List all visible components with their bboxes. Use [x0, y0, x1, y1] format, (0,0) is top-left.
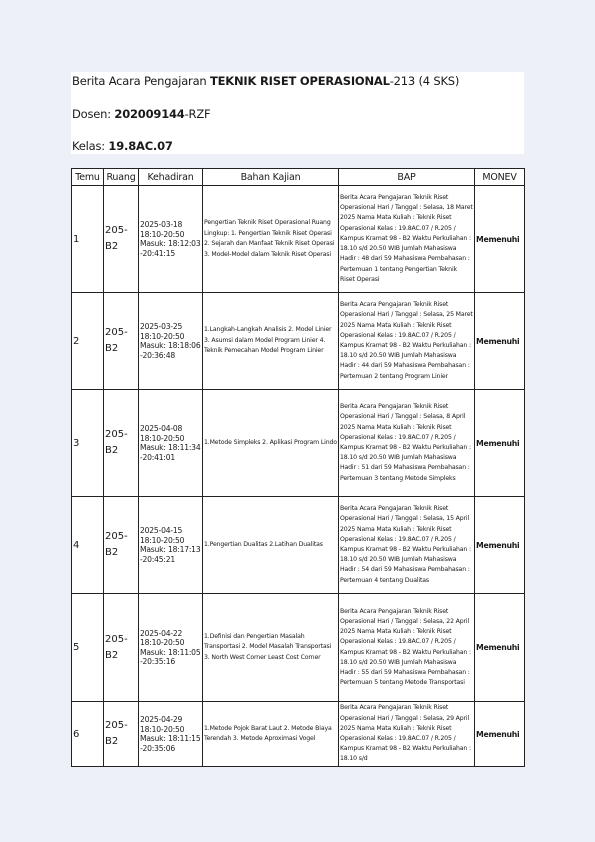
teaching-report: Berita Acara Pengajaran Teknik Riset Operasional Hari / Tanggal : Selasa, 15 April 2025 Nama Mata Kuliah : Teknik Riset Operasional Kelas : 19.8AC.07 / R.205 / Kampus Kramat 98 - B2 Waktu Perkuliahan : 18.10 s/d 20.50 WIB Jumlah Mahasiswa Hadir : 54 dari 59 Mahasiswa Pembahasan : Pertemuan 4 tentang Dualitas: [339, 497, 475, 594]
meeting-number: 6: [72, 702, 104, 767]
monev-status: Memenuhi: [475, 594, 525, 702]
table-row: [72, 594, 525, 702]
room: 205-B2: [104, 390, 139, 497]
teaching-report: Berita Acara Pengajaran Teknik Riset Operasional Hari / Tanggal : Selasa, 22 April 2025 Nama Mata Kuliah : Teknik Riset Operasional Kelas : 19.8AC.07 / R.205 / Kampus Kramat 98 - B2 Waktu Perkuliahan : 18.10 s/d 20.50 WIB Jumlah Mahasiswa Hadir : 55 dari 59 Mahasiswa Pembahasan : Pertemuan 5 tentang Metode Transportasi: [339, 594, 475, 702]
study-material: 1.Metode Pojok Barat Laut 2. Metode Biaya Terendah 3. Metode Aproximasi Vogel: [203, 702, 339, 767]
room: 205-B2: [104, 186, 139, 293]
column-header-monev: MONEV: [475, 169, 525, 186]
meeting-number: 5: [72, 594, 104, 702]
room: 205-B2: [104, 594, 139, 702]
attendance: 2025-04-15 18:10-20:50 Masuk: 18:17:13 -20:45:21: [139, 497, 203, 594]
study-material: 1.Definisi dan Pengertian Masalah Transportasi 2. Model Masalah Transportasi 3. North West Corner Least Cost Corner: [203, 594, 339, 702]
monev-status: Memenuhi: [475, 390, 525, 497]
room: 205-B2: [104, 293, 139, 390]
meeting-number: 2: [72, 293, 104, 390]
attendance: 2025-04-22 18:10-20:50 Masuk: 18:11:05 -20:35:16: [139, 594, 203, 702]
course-name: TEKNIK RISET OPERASIONAL: [209, 74, 390, 88]
document-header: [71, 72, 524, 154]
teaching-report: Berita Acara Pengajaran Teknik Riset Operasional Hari / Tanggal : Selasa, 18 Maret 2025 Nama Mata Kuliah : Teknik Riset Operasional Kelas : 19.8AC.07 / R.205 / Kampus Kramat 98 - B2 Waktu Perkuliahan : 18.10 s/d 20.50 WIB Jumlah Mahasiswa Hadir : 48 dari 59 Mahasiswa Pembahasan : Pertemuan 1 tentang Pengertian Teknik Riset Operasi: [339, 186, 475, 293]
table-row: [72, 293, 525, 390]
attendance: 2025-04-29 18:10-20:50 Masuk: 18:11:15 -20:35:06: [139, 702, 203, 767]
attendance: 2025-03-18 18:10-20:50 Masuk: 18:12:03 -20:41:15: [139, 186, 203, 293]
lecturer-code: 202009144: [114, 107, 185, 121]
document-title: Berita Acara Pengajaran TEKNIK RISET OPERASIONAL-213 (4 SKS): [72, 74, 460, 88]
meeting-number: 1: [72, 186, 104, 293]
column-header-ruang: Ruang: [104, 169, 139, 186]
teaching-report: Berita Acara Pengajaran Teknik Riset Operasional Hari / Tanggal : Selasa, 25 Maret 2025 Nama Mata Kuliah : Teknik Riset Operasional Kelas : 19.8AC.07 / R.205 / Kampus Kramat 98 - B2 Waktu Perkuliahan : 18.10 s/d 20.50 WIB Jumlah Mahasiswa Hadir : 44 dari 59 Mahasiswa Pembahasan : Pertemuan 2 tentang Program Linier: [339, 293, 475, 390]
study-material: Pengertian Teknik Riset Operasional Ruang Lingkup: 1. Pengertian Teknik Riset Operasi 2. Sejarah dan Manfaat Teknik Riset Operasi 3. Model-Model dalam Teknik Riset Operasi: [203, 186, 339, 293]
teaching-report: Berita Acara Pengajaran Teknik Riset Operasional Hari / Tanggal : Selasa, 8 April 2025 Nama Mata Kuliah : Teknik Riset Operasional Kelas : 19.8AC.07 / R.205 / Kampus Kramat 98 - B2 Waktu Perkuliahan : 18.10 s/d 20.50 WIB Jumlah Mahasiswa Hadir : 51 dari 59 Mahasiswa Pembahasan : Pertemuan 3 tentang Metode Simpleks: [339, 390, 475, 497]
table-row: [72, 702, 525, 767]
class-code: 19.8AC.07: [108, 139, 173, 153]
teaching-report: Berita Acara Pengajaran Teknik Riset Operasional Hari / Tanggal : Selasa, 29 April 2025 Nama Mata Kuliah : Teknik Riset Operasional Kelas : 19.8AC.07 / R.205 / Kampus Kramat 98 - B2 Waktu Perkuliahan : 18.10 s/d: [339, 702, 475, 767]
lecturer-line: Dosen: 202009144-RZF: [72, 107, 211, 121]
study-material: 1.Pengertian Dualitas 2.Latihan Dualitas: [203, 497, 339, 594]
table-row: [72, 186, 525, 293]
column-header-kehadiran: Kehadiran: [139, 169, 203, 186]
class-line: Kelas: 19.8AC.07: [72, 139, 173, 153]
attendance: 2025-04-08 18:10-20:50 Masuk: 18:11:34 -20:41:01: [139, 390, 203, 497]
monev-status: Memenuhi: [475, 293, 525, 390]
meeting-number: 4: [72, 497, 104, 594]
table-header-row: [72, 169, 525, 186]
teaching-record-table: [71, 168, 525, 767]
room: 205-B2: [104, 497, 139, 594]
table-row: [72, 390, 525, 497]
table-row: [72, 497, 525, 594]
monev-status: Memenuhi: [475, 497, 525, 594]
attendance: 2025-03-25 18:10-20:50 Masuk: 18:18:06 -20:36:48: [139, 293, 203, 390]
monev-status: Memenuhi: [475, 702, 525, 767]
monev-status: Memenuhi: [475, 186, 525, 293]
study-material: 1.Metode Simpleks 2. Aplikasi Program Lindo: [203, 390, 339, 497]
column-header-bahan-kajian: Bahan Kajian: [203, 169, 339, 186]
column-header-bap: BAP: [339, 169, 475, 186]
room: 205-B2: [104, 702, 139, 767]
column-header-temu: Temu: [72, 169, 104, 186]
study-material: 1.Langkah-Langkah Analisis 2. Model Linier 3. Asumsi dalam Model Program Linier 4. Teknik Pemecahan Model Program Linier: [203, 293, 339, 390]
meeting-number: 3: [72, 390, 104, 497]
